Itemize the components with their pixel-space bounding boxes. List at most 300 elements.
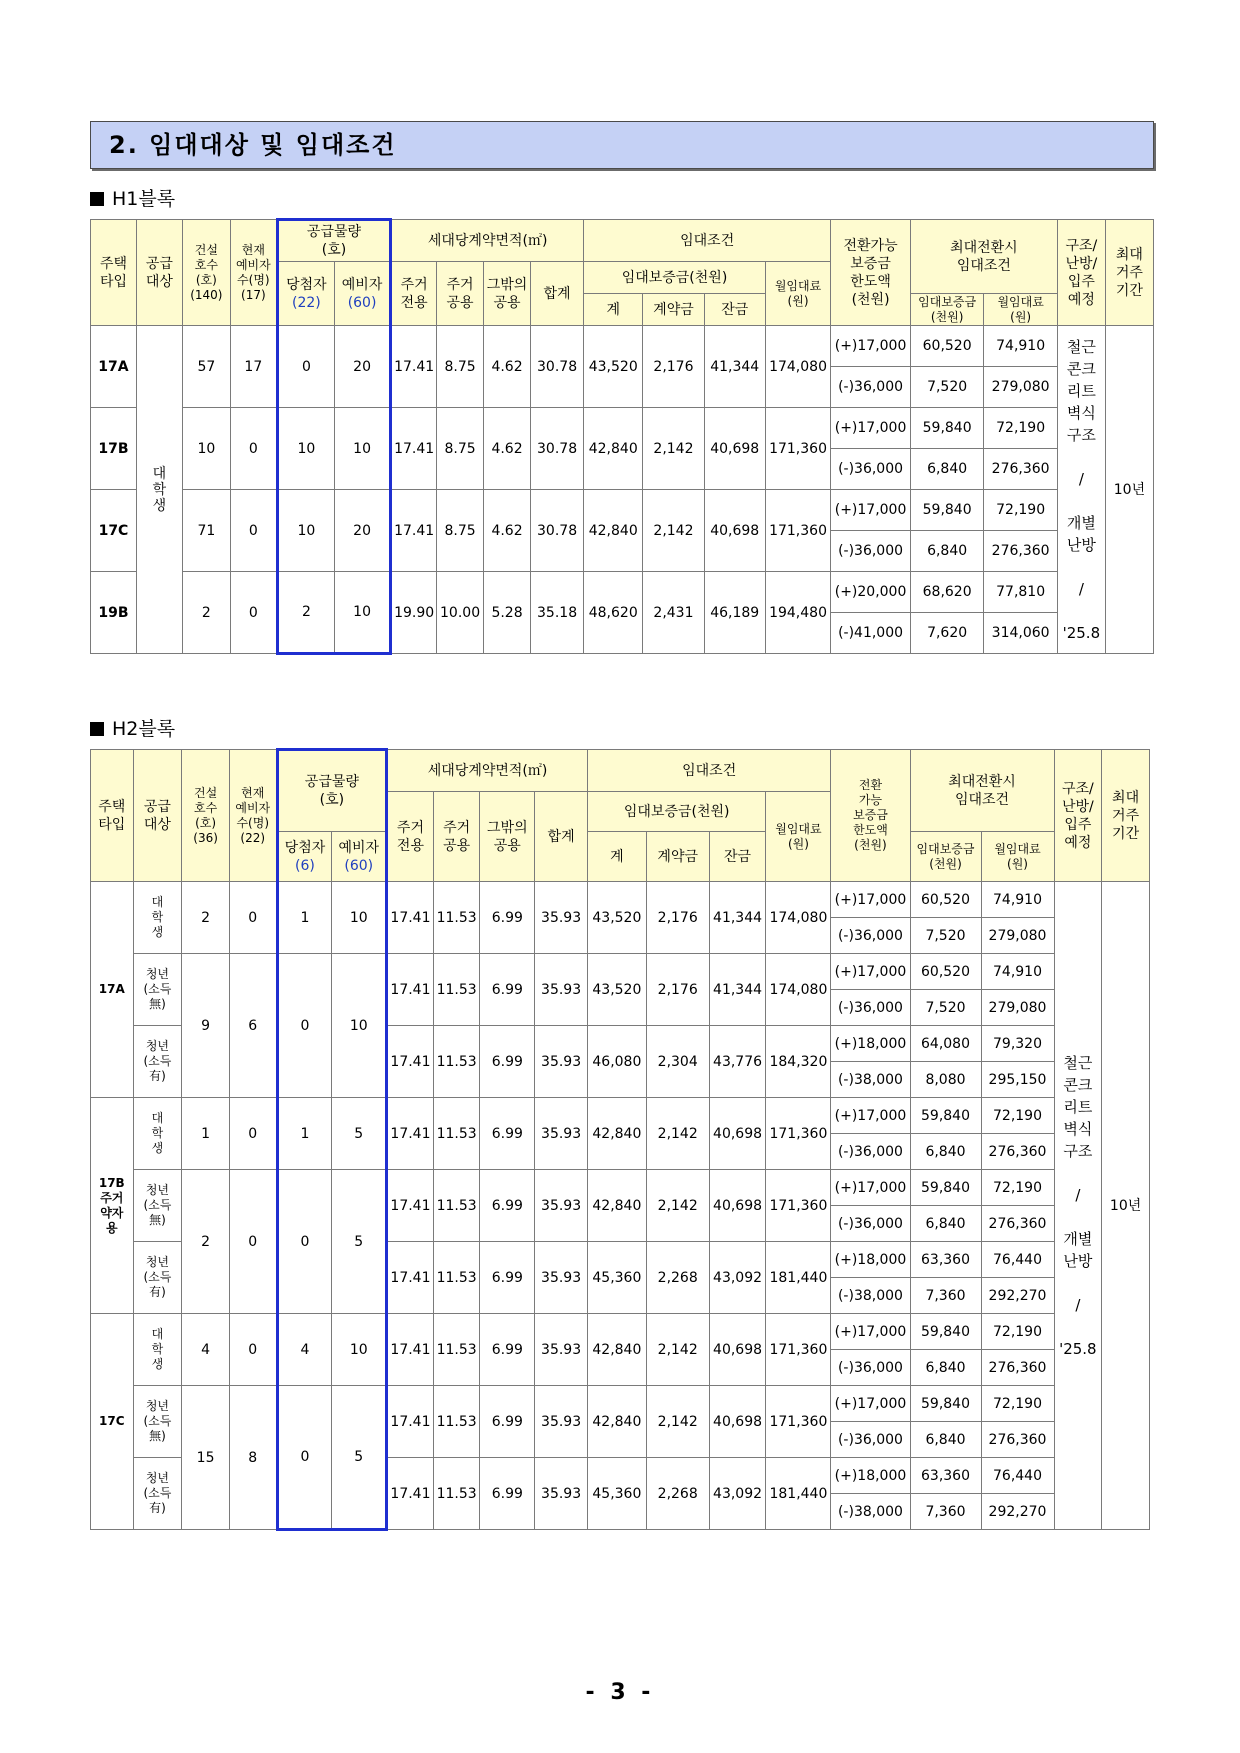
- h1-conv-limit-cell: (+)17,000: [831, 408, 911, 449]
- h2-ot-cell: 6.99: [480, 1026, 535, 1098]
- h2-tot-cell: 35.93: [535, 1242, 588, 1314]
- h1-hdr-reserve: 현재 예비자 수(명) (17): [230, 220, 277, 326]
- h1-hdr-max-period: 최대 거주 기간: [1105, 220, 1153, 326]
- table-row: [91, 1314, 1150, 1350]
- h1-block-label: [90, 187, 175, 211]
- h1-dep-cell: 48,620: [584, 572, 643, 654]
- h2-max-monthly-cell: 279,080: [981, 918, 1054, 954]
- h1-ct-cell: 2,176: [643, 326, 704, 408]
- h2-max-dep-cell: 60,520: [910, 954, 981, 990]
- h2-ex-cell: 17.41: [387, 1170, 434, 1242]
- h2-hdr-other: 그밖의 공용: [480, 792, 535, 882]
- h2-hdr-winner: [277, 832, 332, 882]
- h2-co-cell: 11.53: [433, 882, 480, 954]
- h2-tot-cell: 35.93: [535, 1170, 588, 1242]
- h2-type-cell: 17C: [91, 1314, 134, 1530]
- h1-tot-cell: 30.78: [531, 326, 584, 408]
- h2-dep-cell: 46,080: [587, 1026, 646, 1098]
- h1-conv-limit-cell: (-)36,000: [831, 367, 911, 408]
- h1-tot-cell: 30.78: [531, 408, 584, 490]
- h1-reserve-cell: 0: [230, 572, 277, 654]
- h1-winner-cell: 10: [277, 408, 334, 490]
- h2-ct-cell: 2,142: [646, 1170, 709, 1242]
- h2-ot-cell: 6.99: [480, 1314, 535, 1386]
- h2-mon-cell: 174,080: [766, 954, 831, 1026]
- h2-co-cell: 11.53: [433, 1386, 480, 1458]
- table-row: [91, 1170, 1150, 1206]
- h2-ot-cell: 6.99: [480, 1458, 535, 1530]
- h2-winner-cell: 0: [277, 954, 332, 1098]
- h1-ot-cell: 4.62: [484, 408, 531, 490]
- h1-ex-cell: 17.41: [391, 326, 437, 408]
- h2-conv-limit-cell: (+)18,000: [831, 1458, 910, 1494]
- h1-mon-cell: 194,480: [765, 572, 830, 654]
- h2-winner-cell: 4: [277, 1314, 332, 1386]
- h2-winner-cell: 1: [277, 1098, 332, 1170]
- h2-res-sup-cell: 5: [332, 1386, 387, 1530]
- h1-winner-cell: 0: [277, 326, 334, 408]
- h2-ct-cell: 2,268: [646, 1458, 709, 1530]
- h2-max-dep-cell: 6,840: [910, 1422, 981, 1458]
- h1-conv-limit-cell: (-)36,000: [831, 449, 911, 490]
- h2-built-cell: 2: [182, 1170, 230, 1314]
- h1-winner-cell: 10: [277, 490, 334, 572]
- table-row: [91, 1386, 1150, 1422]
- h2-built-cell: 15: [182, 1386, 230, 1530]
- h2-ct-cell: 2,304: [646, 1026, 709, 1098]
- h1-max-monthly-cell: 276,360: [984, 531, 1058, 572]
- h2-target-cell: 대 학 생: [133, 1098, 182, 1170]
- h2-conv-limit-cell: (-)38,000: [831, 1278, 910, 1314]
- h2-max-monthly-cell: 79,320: [981, 1026, 1054, 1062]
- h2-dep-cell: 42,840: [587, 1170, 646, 1242]
- h1-type-cell: 17A: [91, 326, 137, 408]
- h1-bal-cell: 40,698: [704, 408, 765, 490]
- h1-built-cell: 57: [182, 326, 230, 408]
- h2-res-sup-cell: 10: [332, 882, 387, 954]
- h1-hdr-winner-sum: (22): [292, 294, 321, 311]
- h2-max-dep-cell: 7,520: [910, 918, 981, 954]
- h2-max-monthly-cell: 74,910: [981, 954, 1054, 990]
- h2-max-dep-cell: 63,360: [910, 1458, 981, 1494]
- h2-conv-limit-cell: (+)17,000: [831, 954, 910, 990]
- h1-ex-cell: 19.90: [391, 572, 437, 654]
- h2-ct-cell: 2,268: [646, 1242, 709, 1314]
- h2-mon-cell: 181,440: [766, 1458, 831, 1530]
- h1-ot-cell: 4.62: [484, 326, 531, 408]
- h1-hdr-max-conv: 최대전환시 임대조건: [910, 220, 1057, 294]
- table-row: [91, 326, 1154, 367]
- h2-mon-cell: 171,360: [766, 1170, 831, 1242]
- h2-max-monthly-cell: 292,270: [981, 1278, 1054, 1314]
- h1-bal-cell: 46,189: [704, 572, 765, 654]
- h2-hdr-balance: 잔금: [709, 832, 766, 882]
- h1-type-cell: 19B: [91, 572, 137, 654]
- h2-ex-cell: 17.41: [387, 1242, 434, 1314]
- h2-max-monthly-cell: 295,150: [981, 1062, 1054, 1098]
- h2-built-cell: 2: [182, 882, 230, 954]
- h2-tot-cell: 35.93: [535, 1314, 588, 1386]
- h2-mon-cell: 184,320: [766, 1026, 831, 1098]
- square-bullet-icon: [90, 722, 104, 736]
- h1-mon-cell: 174,080: [765, 326, 830, 408]
- h1-hdr-rent-cond: 임대조건: [584, 220, 831, 262]
- h1-max-monthly-cell: 77,810: [984, 572, 1058, 613]
- h2-reserve-cell: 0: [229, 882, 277, 954]
- h2-conv-limit-cell: (-)38,000: [831, 1494, 910, 1530]
- table-row: [91, 882, 1150, 918]
- h1-hdr-exclusive: 주거 전용: [391, 262, 437, 326]
- h1-tot-cell: 35.18: [531, 572, 584, 654]
- h2-hdr-supply: 공급물량 (호): [277, 750, 387, 832]
- h1-max-monthly-cell: 279,080: [984, 367, 1058, 408]
- section-title: 2. 임대대상 및 임대조건: [90, 121, 1154, 169]
- h1-hdr-target: 공급 대상: [136, 220, 182, 326]
- h2-ex-cell: 17.41: [387, 1386, 434, 1458]
- h2-hdr-built: 건설 호수 (호) (36): [182, 750, 230, 882]
- h2-hdr-res-sup-label: 예비자: [338, 839, 380, 856]
- h2-conv-limit-cell: (-)38,000: [831, 1062, 910, 1098]
- h2-hdr-deposit: 임대보증금(천원): [587, 792, 765, 832]
- h2-res-sup-cell: 10: [332, 1314, 387, 1386]
- h2-hdr-area: 세대당계약면적(㎡): [387, 750, 588, 792]
- h1-max-dep-cell: 6,840: [910, 449, 984, 490]
- h2-max-monthly-cell: 276,360: [981, 1422, 1054, 1458]
- h2-hdr-res-sup-sum: (60): [344, 857, 374, 874]
- h2-ex-cell: 17.41: [387, 1458, 434, 1530]
- h2-max-monthly-cell: 72,190: [981, 1314, 1054, 1350]
- h2-target-cell: 대 학 생: [133, 882, 182, 954]
- h2-dep-cell: 42,840: [587, 1098, 646, 1170]
- h2-conv-limit-cell: (-)36,000: [831, 990, 910, 1026]
- h1-hdr-dep-total: 계: [584, 294, 643, 326]
- h2-max-monthly-cell: 76,440: [981, 1242, 1054, 1278]
- h2-built-cell: 1: [182, 1098, 230, 1170]
- h1-max-dep-cell: 59,840: [910, 490, 984, 531]
- h1-dep-cell: 42,840: [584, 408, 643, 490]
- h2-hdr-total: 합계: [535, 792, 588, 882]
- h2-bal-cell: 41,344: [709, 882, 766, 954]
- h2-max-dep-cell: 63,360: [910, 1242, 981, 1278]
- h1-hdr-monthly: 월임대료 (원): [765, 262, 830, 326]
- h2-target-cell: 청년 (소득 有): [133, 1026, 182, 1098]
- h1-res-sup-cell: 10: [334, 408, 390, 490]
- h2-conv-limit-cell: (+)17,000: [831, 1170, 910, 1206]
- h2-ex-cell: 17.41: [387, 1098, 434, 1170]
- h2-hdr-reserve: 현재 예비자 수(명) (22): [229, 750, 277, 882]
- h2-co-cell: 11.53: [433, 1170, 480, 1242]
- h1-hdr-structure: 구조/ 난방/ 입주 예정: [1057, 220, 1105, 326]
- h2-ct-cell: 2,176: [646, 882, 709, 954]
- h2-bal-cell: 43,776: [709, 1026, 766, 1098]
- h2-res-sup-cell: 10: [332, 954, 387, 1098]
- h1-max-monthly-cell: 314,060: [984, 613, 1058, 654]
- h2-mon-cell: 171,360: [766, 1098, 831, 1170]
- h1-res-sup-cell: 20: [334, 490, 390, 572]
- h2-conv-limit-cell: (-)36,000: [831, 1350, 910, 1386]
- h2-conv-limit-cell: (-)36,000: [831, 1422, 910, 1458]
- h1-conv-limit-cell: (-)41,000: [831, 613, 911, 654]
- h2-hdr-structure: 구조/ 난방/ 입주 예정: [1054, 750, 1102, 882]
- h2-co-cell: 11.53: [433, 1098, 480, 1170]
- h1-ct-cell: 2,431: [643, 572, 704, 654]
- h1-hdr-common: 주거 공용: [437, 262, 484, 326]
- h2-bal-cell: 40,698: [709, 1098, 766, 1170]
- h2-hdr-convertible: 전환 가능 보증금 한도액 (천원): [831, 750, 910, 882]
- h1-conv-limit-cell: (+)17,000: [831, 490, 911, 531]
- h1-ct-cell: 2,142: [643, 490, 704, 572]
- h1-max-dep-cell: 60,520: [910, 326, 984, 367]
- h2-max-dep-cell: 7,520: [910, 990, 981, 1026]
- h1-res-sup-cell: 10: [334, 572, 390, 654]
- h2-conv-limit-cell: (-)36,000: [831, 1134, 910, 1170]
- h2-max-monthly-cell: 76,440: [981, 1458, 1054, 1494]
- h2-reserve-cell: 6: [229, 954, 277, 1098]
- h2-hdr-dep-total: 계: [587, 832, 646, 882]
- h2-max-dep-cell: 59,840: [910, 1314, 981, 1350]
- h2-rent-table: [90, 748, 1150, 1531]
- h1-type-cell: 17B: [91, 408, 137, 490]
- h1-tot-cell: 30.78: [531, 490, 584, 572]
- h1-hdr-res-sup-label: 예비자: [341, 276, 383, 293]
- h2-hdr-max-conv: 최대전환시 임대조건: [910, 750, 1054, 832]
- h2-conv-limit-cell: (-)36,000: [831, 918, 910, 954]
- h1-max-dep-cell: 7,520: [910, 367, 984, 408]
- h2-hdr-winner-label: 당첨자: [284, 839, 326, 856]
- h2-structure-cell: 철근 콘크 리트 벽식 구조 / 개별 난방 / '25.8: [1054, 882, 1102, 1530]
- table-row: [91, 954, 1150, 990]
- h1-reserve-cell: 17: [230, 326, 277, 408]
- h2-hdr-max-monthly: 월임대료 (원): [981, 832, 1054, 882]
- h2-reserve-cell: 0: [229, 1098, 277, 1170]
- h1-reserve-cell: 0: [230, 490, 277, 572]
- h2-ot-cell: 6.99: [480, 954, 535, 1026]
- h2-max-dep-cell: 64,080: [910, 1026, 981, 1062]
- h2-target-cell: 청년 (소득 無): [133, 1170, 182, 1242]
- h2-tot-cell: 35.93: [535, 1098, 588, 1170]
- h1-mon-cell: 171,360: [765, 408, 830, 490]
- h1-hdr-max-monthly: 월임대료 (원): [984, 294, 1058, 326]
- h1-ot-cell: 5.28: [484, 572, 531, 654]
- h2-co-cell: 11.53: [433, 1458, 480, 1530]
- h2-winner-cell: 0: [277, 1170, 332, 1314]
- h2-label-text: H2블록: [112, 718, 176, 740]
- h1-period-cell: 10년: [1105, 326, 1153, 654]
- h2-tot-cell: 35.93: [535, 954, 588, 1026]
- h2-ct-cell: 2,142: [646, 1314, 709, 1386]
- h2-max-dep-cell: 60,520: [910, 882, 981, 918]
- h2-target-cell: 청년 (소득 無): [133, 954, 182, 1026]
- h2-ot-cell: 6.99: [480, 1242, 535, 1314]
- h2-max-dep-cell: 59,840: [910, 1170, 981, 1206]
- page-number: - 3 -: [585, 1680, 655, 1705]
- h2-period-cell: 10년: [1102, 882, 1150, 1530]
- h1-hdr-built: 건설 호수 (호) (140): [182, 220, 230, 326]
- h2-tot-cell: 35.93: [535, 882, 588, 954]
- h2-max-dep-cell: 59,840: [910, 1098, 981, 1134]
- h1-hdr-res-sup: [334, 262, 390, 326]
- h2-mon-cell: 171,360: [766, 1386, 831, 1458]
- h2-ct-cell: 2,142: [646, 1098, 709, 1170]
- h1-max-monthly-cell: 276,360: [984, 449, 1058, 490]
- h1-co-cell: 8.75: [437, 490, 484, 572]
- table-row: [91, 490, 1154, 531]
- h2-target-cell: 청년 (소득 有): [133, 1242, 182, 1314]
- h2-reserve-cell: 8: [229, 1386, 277, 1530]
- h2-target-cell: 청년 (소득 無): [133, 1386, 182, 1458]
- h2-max-dep-cell: 6,840: [910, 1350, 981, 1386]
- h1-built-cell: 2: [182, 572, 230, 654]
- h2-ot-cell: 6.99: [480, 1098, 535, 1170]
- h1-rent-table: [90, 218, 1154, 655]
- h2-co-cell: 11.53: [433, 1242, 480, 1314]
- h1-built-cell: 71: [182, 490, 230, 572]
- table-row: [91, 572, 1154, 613]
- h2-conv-limit-cell: (+)18,000: [831, 1242, 910, 1278]
- h1-winner-cell: 2: [277, 572, 334, 654]
- h2-ex-cell: 17.41: [387, 882, 434, 954]
- h2-target-cell: 청년 (소득 有): [133, 1458, 182, 1530]
- h1-hdr-area: 세대당계약면적(㎡): [391, 220, 584, 262]
- h1-max-monthly-cell: 74,910: [984, 326, 1058, 367]
- h2-max-monthly-cell: 72,190: [981, 1386, 1054, 1422]
- h2-co-cell: 11.53: [433, 954, 480, 1026]
- h1-max-monthly-cell: 72,190: [984, 490, 1058, 531]
- h2-conv-limit-cell: (+)17,000: [831, 1098, 910, 1134]
- h2-hdr-winner-sum: (6): [295, 857, 315, 874]
- h1-hdr-other: 그밖의 공용: [484, 262, 531, 326]
- h2-hdr-common: 주거 공용: [433, 792, 480, 882]
- h2-hdr-type: 주택 타입: [91, 750, 134, 882]
- h1-conv-limit-cell: (-)36,000: [831, 531, 911, 572]
- h2-ot-cell: 6.99: [480, 882, 535, 954]
- h1-target-cell: 대 학 생: [136, 326, 182, 654]
- h2-type-cell: 17B 주거 약자 용: [91, 1098, 134, 1314]
- h2-reserve-cell: 0: [229, 1314, 277, 1386]
- h1-built-cell: 10: [182, 408, 230, 490]
- h1-hdr-type: 주택 타입: [91, 220, 137, 326]
- h2-tot-cell: 35.93: [535, 1386, 588, 1458]
- h2-winner-cell: 0: [277, 1386, 332, 1530]
- h1-hdr-convertible: 전환가능 보증금 한도액 (천원): [831, 220, 911, 326]
- h1-max-monthly-cell: 72,190: [984, 408, 1058, 449]
- h2-dep-cell: 45,360: [587, 1458, 646, 1530]
- h1-dep-cell: 42,840: [584, 490, 643, 572]
- h2-bal-cell: 40,698: [709, 1170, 766, 1242]
- h2-res-sup-cell: 5: [332, 1098, 387, 1170]
- h2-ot-cell: 6.99: [480, 1386, 535, 1458]
- h1-ex-cell: 17.41: [391, 490, 437, 572]
- h2-conv-limit-cell: (-)36,000: [831, 1206, 910, 1242]
- h2-hdr-contract: 계약금: [646, 832, 709, 882]
- h2-co-cell: 11.53: [433, 1314, 480, 1386]
- h2-max-monthly-cell: 292,270: [981, 1494, 1054, 1530]
- h2-max-monthly-cell: 276,360: [981, 1134, 1054, 1170]
- h2-dep-cell: 45,360: [587, 1242, 646, 1314]
- h2-dep-cell: 42,840: [587, 1314, 646, 1386]
- h1-max-dep-cell: 6,840: [910, 531, 984, 572]
- h1-structure-cell: 철근 콘크 리트 벽식 구조 / 개별 난방 / '25.8: [1057, 326, 1105, 654]
- h2-max-dep-cell: 7,360: [910, 1494, 981, 1530]
- h2-dep-cell: 42,840: [587, 1386, 646, 1458]
- h2-max-monthly-cell: 72,190: [981, 1098, 1054, 1134]
- h1-label-text: H1블록: [112, 188, 176, 210]
- h2-max-dep-cell: 8,080: [910, 1062, 981, 1098]
- h1-co-cell: 8.75: [437, 326, 484, 408]
- h2-ct-cell: 2,142: [646, 1386, 709, 1458]
- h2-max-dep-cell: 59,840: [910, 1386, 981, 1422]
- h2-block-label: [90, 717, 175, 741]
- h2-dep-cell: 43,520: [587, 954, 646, 1026]
- h2-max-monthly-cell: 276,360: [981, 1350, 1054, 1386]
- h2-res-sup-cell: 5: [332, 1170, 387, 1314]
- h2-dep-cell: 43,520: [587, 882, 646, 954]
- h2-max-monthly-cell: 72,190: [981, 1170, 1054, 1206]
- h2-tot-cell: 35.93: [535, 1026, 588, 1098]
- h2-mon-cell: 174,080: [766, 882, 831, 954]
- h2-target-cell: 대 학 생: [133, 1314, 182, 1386]
- square-bullet-icon: [90, 192, 104, 206]
- h2-tot-cell: 35.93: [535, 1458, 588, 1530]
- h2-conv-limit-cell: (+)17,000: [831, 1314, 910, 1350]
- h1-ct-cell: 2,142: [643, 408, 704, 490]
- h2-bal-cell: 43,092: [709, 1242, 766, 1314]
- h1-hdr-res-sup-sum: (60): [347, 294, 377, 311]
- h1-co-cell: 10.00: [437, 572, 484, 654]
- h1-reserve-cell: 0: [230, 408, 277, 490]
- h2-bal-cell: 40,698: [709, 1386, 766, 1458]
- h2-ct-cell: 2,176: [646, 954, 709, 1026]
- h1-mon-cell: 171,360: [765, 490, 830, 572]
- h1-hdr-balance: 잔금: [704, 294, 765, 326]
- h2-winner-cell: 1: [277, 882, 332, 954]
- h2-type-cell: 17A: [91, 882, 134, 1098]
- h2-max-dep-cell: 7,360: [910, 1278, 981, 1314]
- h2-conv-limit-cell: (+)17,000: [831, 1386, 910, 1422]
- h1-type-cell: 17C: [91, 490, 137, 572]
- h2-ex-cell: 17.41: [387, 1314, 434, 1386]
- h2-max-monthly-cell: 276,360: [981, 1206, 1054, 1242]
- h2-conv-limit-cell: (+)18,000: [831, 1026, 910, 1062]
- h1-hdr-max-dep: 임대보증금 (천원): [910, 294, 984, 326]
- h1-hdr-deposit: 임대보증금(천원): [584, 262, 766, 294]
- h1-hdr-winner-label: 당첨자: [286, 276, 327, 293]
- h2-hdr-res-sup: [332, 832, 387, 882]
- h2-bal-cell: 40,698: [709, 1314, 766, 1386]
- h1-ex-cell: 17.41: [391, 408, 437, 490]
- h1-ot-cell: 4.62: [484, 490, 531, 572]
- h2-built-cell: 4: [182, 1314, 230, 1386]
- h2-max-dep-cell: 6,840: [910, 1134, 981, 1170]
- h1-bal-cell: 40,698: [704, 490, 765, 572]
- h1-dep-cell: 43,520: [584, 326, 643, 408]
- h1-max-dep-cell: 68,620: [910, 572, 984, 613]
- h2-reserve-cell: 0: [229, 1170, 277, 1314]
- h1-res-sup-cell: 20: [334, 326, 390, 408]
- h2-ex-cell: 17.41: [387, 954, 434, 1026]
- h2-mon-cell: 181,440: [766, 1242, 831, 1314]
- h2-max-monthly-cell: 279,080: [981, 990, 1054, 1026]
- h2-hdr-max-period: 최대 거주 기간: [1102, 750, 1150, 882]
- table-row: [91, 1098, 1150, 1134]
- h2-conv-limit-cell: (+)17,000: [831, 882, 910, 918]
- h2-bal-cell: 43,092: [709, 1458, 766, 1530]
- h1-max-dep-cell: 7,620: [910, 613, 984, 654]
- h2-mon-cell: 171,360: [766, 1314, 831, 1386]
- h1-bal-cell: 41,344: [704, 326, 765, 408]
- h1-conv-limit-cell: (+)20,000: [831, 572, 911, 613]
- h2-bal-cell: 41,344: [709, 954, 766, 1026]
